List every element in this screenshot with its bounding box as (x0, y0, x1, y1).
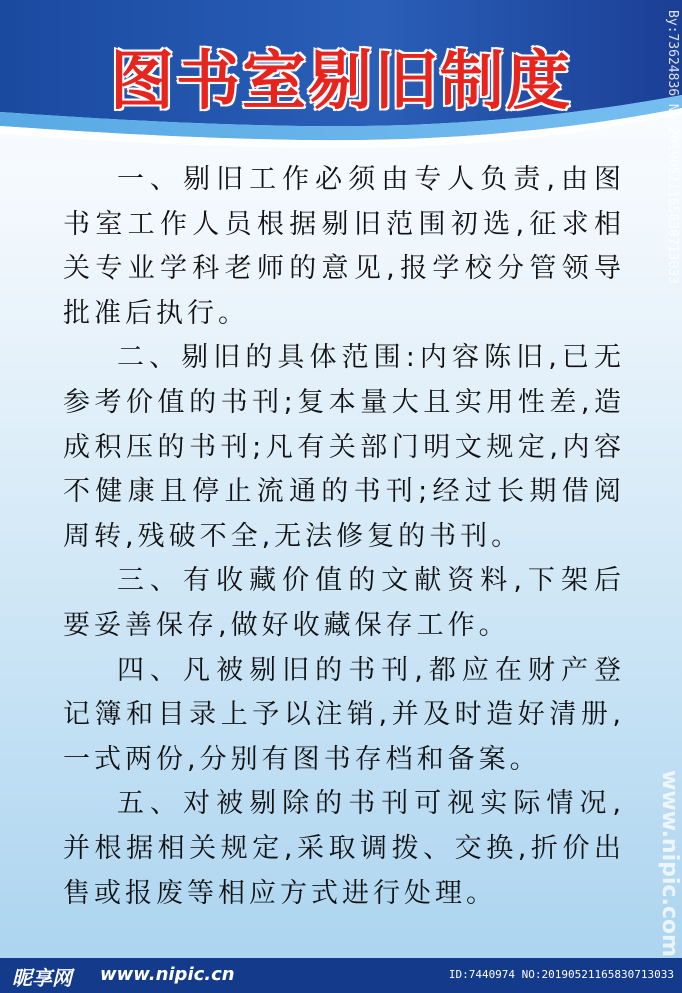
regulation-paragraph-1: 一、剔旧工作必须由专人负责,由图书室工作人员根据剔旧范围初选,征求相关专业学科老师的意见,报学校分管领导批准后执行。 (63, 164, 625, 329)
footer-id-text: ID:7440974 NO:20190521165830713033 (448, 968, 674, 981)
regulation-content (63, 158, 625, 916)
side-watermark-site: www.nipic.com (657, 770, 682, 957)
side-watermark-id: By:73624836 No:20190521165830713033 (665, 10, 680, 284)
regulation-paragraph-2: 二、剔旧的具体范围:内容陈旧,已无参考价值的书刊;复本量大且实用性差,造成积压的书刊;凡有关部门明文规定,内容不健康且停止流通的书刊;经过长期借阅周转,残破不全,无法修复的书刊。 (63, 342, 625, 552)
page-title: 图书室剔旧制度 (110, 45, 572, 119)
regulation-paragraph-4: 四、凡被剔旧的书刊,都应在财产登记簿和目录上予以注销,并及时造好清册,一式两份,分别有图书存档和备案。 (63, 654, 625, 775)
regulation-paragraph-5: 五、对被剔除的书刊可视实际情况,并根据相关规定,采取调拨、交换,折价出售或报废等相应方式进行处理。 (63, 788, 625, 909)
regulation-paragraph-3: 三、有收藏价值的文献资料,下架后要妥善保存,做好收藏保存工作。 (63, 565, 625, 641)
footer-url: www.nipic.cn (100, 964, 235, 985)
footer-watermark-bar (0, 958, 682, 993)
header-banner (0, 0, 682, 160)
footer-logo: 昵享网 (12, 966, 72, 990)
